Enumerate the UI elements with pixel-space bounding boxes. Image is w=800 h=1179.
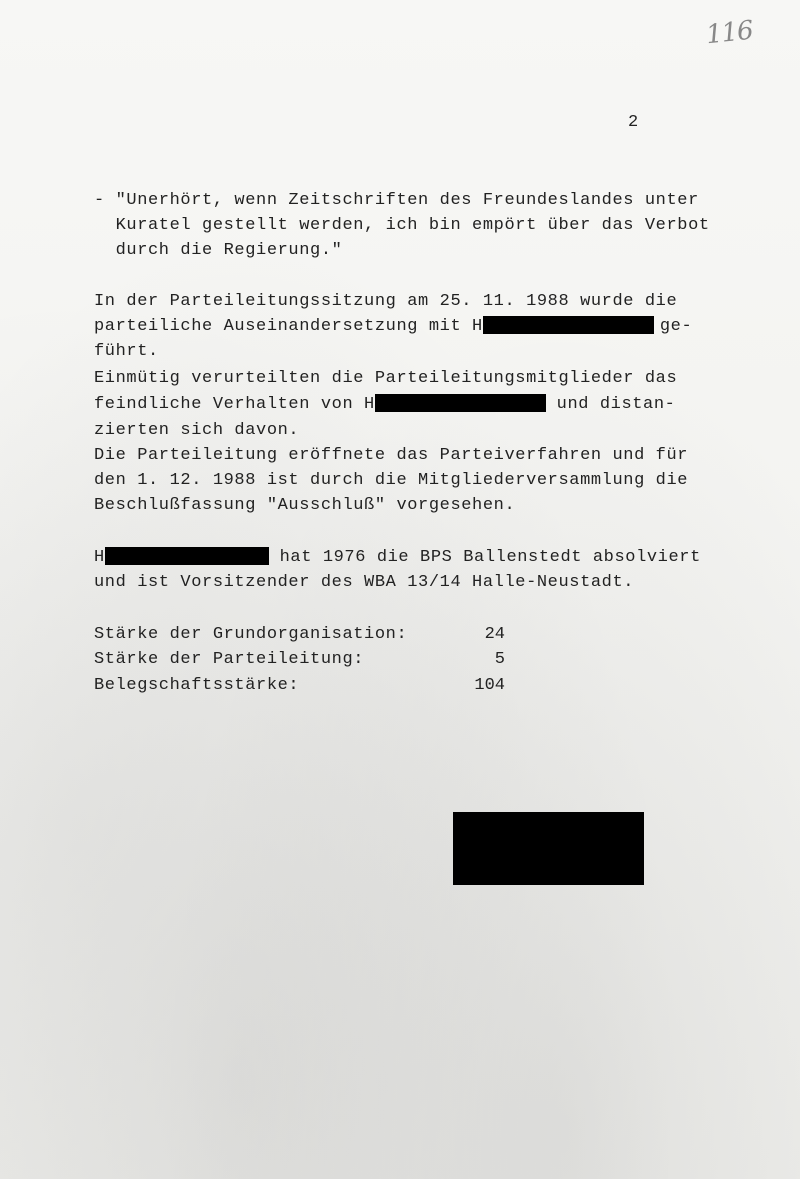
paragraph1-line-4: Einmütig verurteilten die Parteileitungsmitglieder das bbox=[94, 369, 678, 388]
page-number: 2 bbox=[628, 113, 639, 132]
redaction-bar bbox=[105, 547, 269, 565]
stat-label: Stärke der Grundorganisation: bbox=[94, 625, 408, 644]
paragraph1-line-2-text: parteiliche Auseinandersetzung mit H bbox=[94, 317, 483, 336]
stat-label: Stärke der Parteileitung: bbox=[94, 650, 365, 669]
paragraph1-line-1: In der Parteileitungssitzung am 25. 11. 1988 wurde die bbox=[94, 292, 678, 311]
redacted-signature-block bbox=[453, 812, 644, 885]
paragraph1-line-9: Beschlußfassung "Ausschluß" vorgesehen. bbox=[94, 496, 516, 515]
redaction-bar bbox=[375, 394, 546, 412]
paragraph1-line-6: zierten sich davon. bbox=[94, 421, 300, 440]
paragraph1-line-3: führt. bbox=[94, 342, 159, 361]
paragraph1-line-8: den 1. 12. 1988 ist durch die Mitgliederversammlung die bbox=[94, 471, 689, 490]
quote-line-3: durch die Regierung." bbox=[94, 241, 343, 260]
paragraph1-line-2-end: ge- bbox=[659, 317, 693, 336]
paragraph2-line-1-text: H bbox=[94, 548, 105, 567]
redaction-bar bbox=[483, 316, 654, 334]
paragraph1-line-7: Die Parteileitung eröffnete das Parteiverfahren und für bbox=[94, 446, 689, 465]
paragraph1-line-5-end: und distan- bbox=[545, 395, 676, 414]
paragraph1-line-2 bbox=[94, 314, 692, 339]
stat-value: 5 bbox=[494, 650, 505, 669]
paragraph2-line-2: und ist Vorsitzender des WBA 13/14 Halle-Neustadt. bbox=[94, 573, 635, 592]
paragraph2-line-1-end: hat 1976 die BPS Ballenstedt absolviert bbox=[268, 548, 701, 567]
paragraph2-line-1 bbox=[94, 545, 701, 570]
handwritten-archive-number: 116 bbox=[704, 15, 755, 51]
paragraph1-line-5 bbox=[94, 392, 675, 417]
stat-label: Belegschaftsstärke: bbox=[94, 676, 300, 695]
paragraph1-line-5-text: feindliche Verhalten von H bbox=[94, 395, 375, 414]
quote-line-1: - "Unerhört, wenn Zeitschriften des Freundeslandes unter bbox=[94, 191, 699, 210]
quote-line-2: Kuratel gestellt werden, ich bin empört über das Verbot bbox=[94, 216, 710, 235]
stat-value: 24 bbox=[484, 625, 505, 644]
stat-value: 104 bbox=[474, 676, 505, 695]
